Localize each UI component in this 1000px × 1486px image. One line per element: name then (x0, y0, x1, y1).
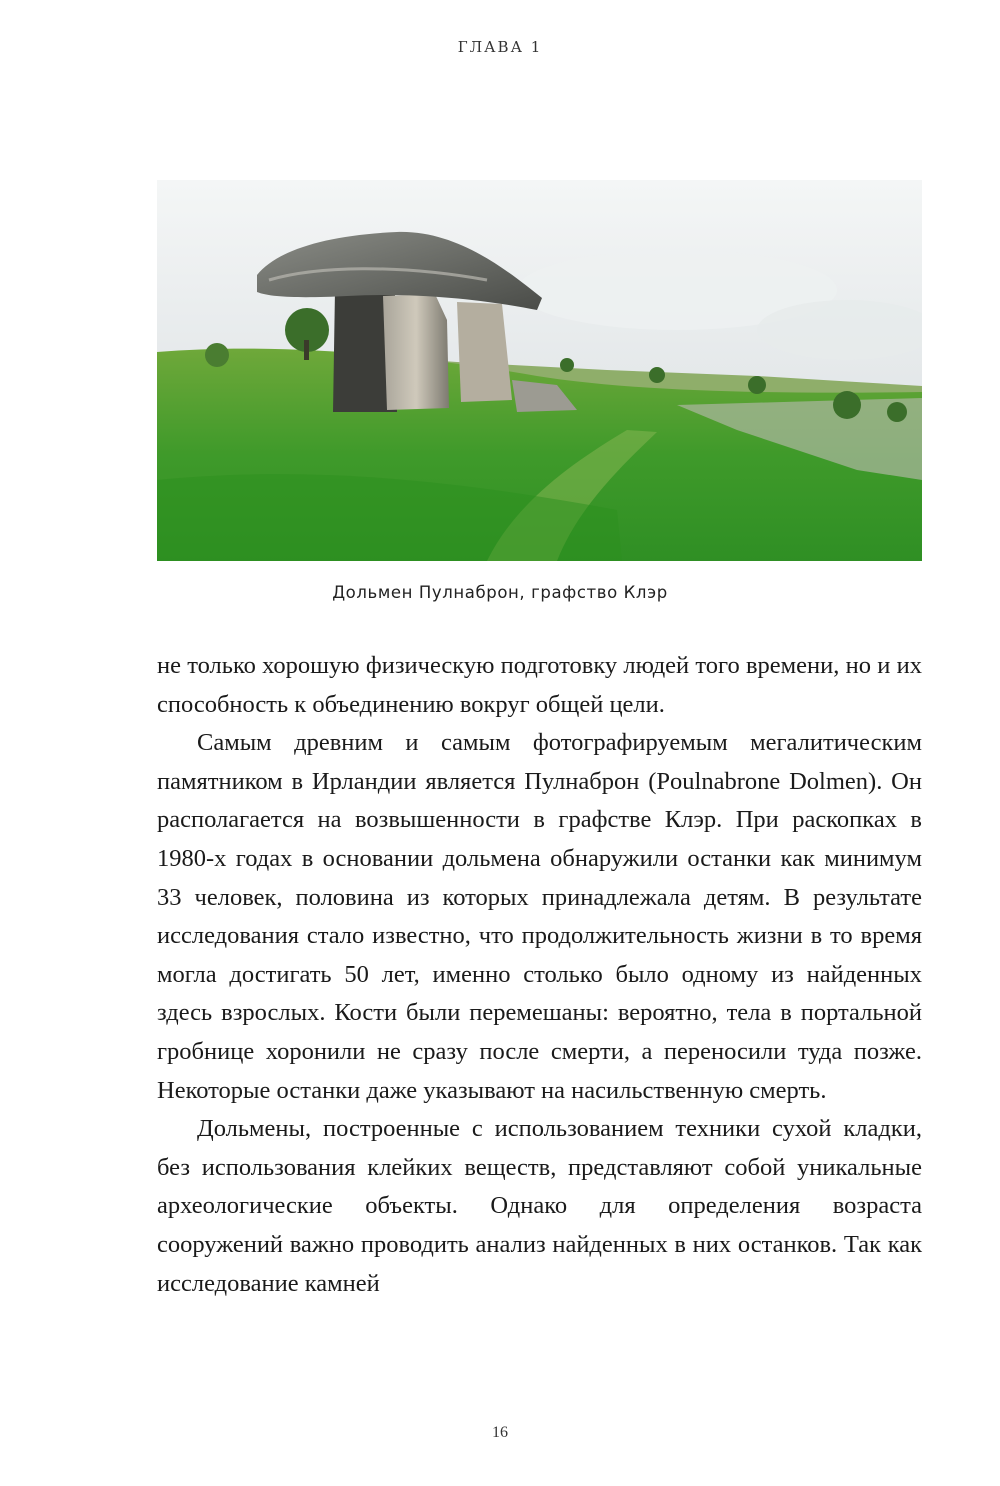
dolmen-photo-illustration (157, 180, 922, 561)
tree (887, 402, 907, 422)
tree (560, 358, 574, 372)
paragraph: Дольмены, построенные с использованием техники сухой кладки, без использования клейких веществ, представляют собой уникальные археологические объекты. Однако для определения возраста сооружений важно проводить анализ найденных в них останков. Так как исследование камней (157, 1115, 922, 1297)
page-number: 16 (492, 1424, 508, 1441)
paragraph: не только хорошую физическую подготовку людей того времени, но и их способность к объединению вокруг общей цели. (157, 652, 922, 718)
running-head: ГЛАВА 1 (457, 38, 543, 56)
tree (833, 391, 861, 419)
tree-trunk (304, 340, 309, 360)
paragraph: Самым древним и самым фотографируемым мегалитическим памятником в Ирландии является Пулнаброн (Poulnabrone Dolmen). Он располагается на возвышенности в графстве Клэр. При раскопках в 1980-х годах в основании дольмена обнаружили останки как минимум 33 человек, половина из которых принадлежала детям. В результате исследования стало известно, что продолжительность жизни в то время могла достигать 50 лет, именно столько было одному из найденных здесь взрослых. Кости были перемешаны: вероятно, тела в портальной гробнице хоронили не сразу после смерти, а переносили туда позже. Некоторые останки даже указывают на насильственную смерть. (157, 729, 922, 1104)
dolmen-photo (157, 180, 922, 561)
figure-caption: Дольмен Пулнаброн, графство Клэр (332, 583, 668, 602)
tree (748, 376, 766, 394)
body-text (157, 647, 922, 1303)
dolmen-portal-stone (383, 294, 449, 410)
tree (205, 343, 229, 367)
tree (649, 367, 665, 383)
